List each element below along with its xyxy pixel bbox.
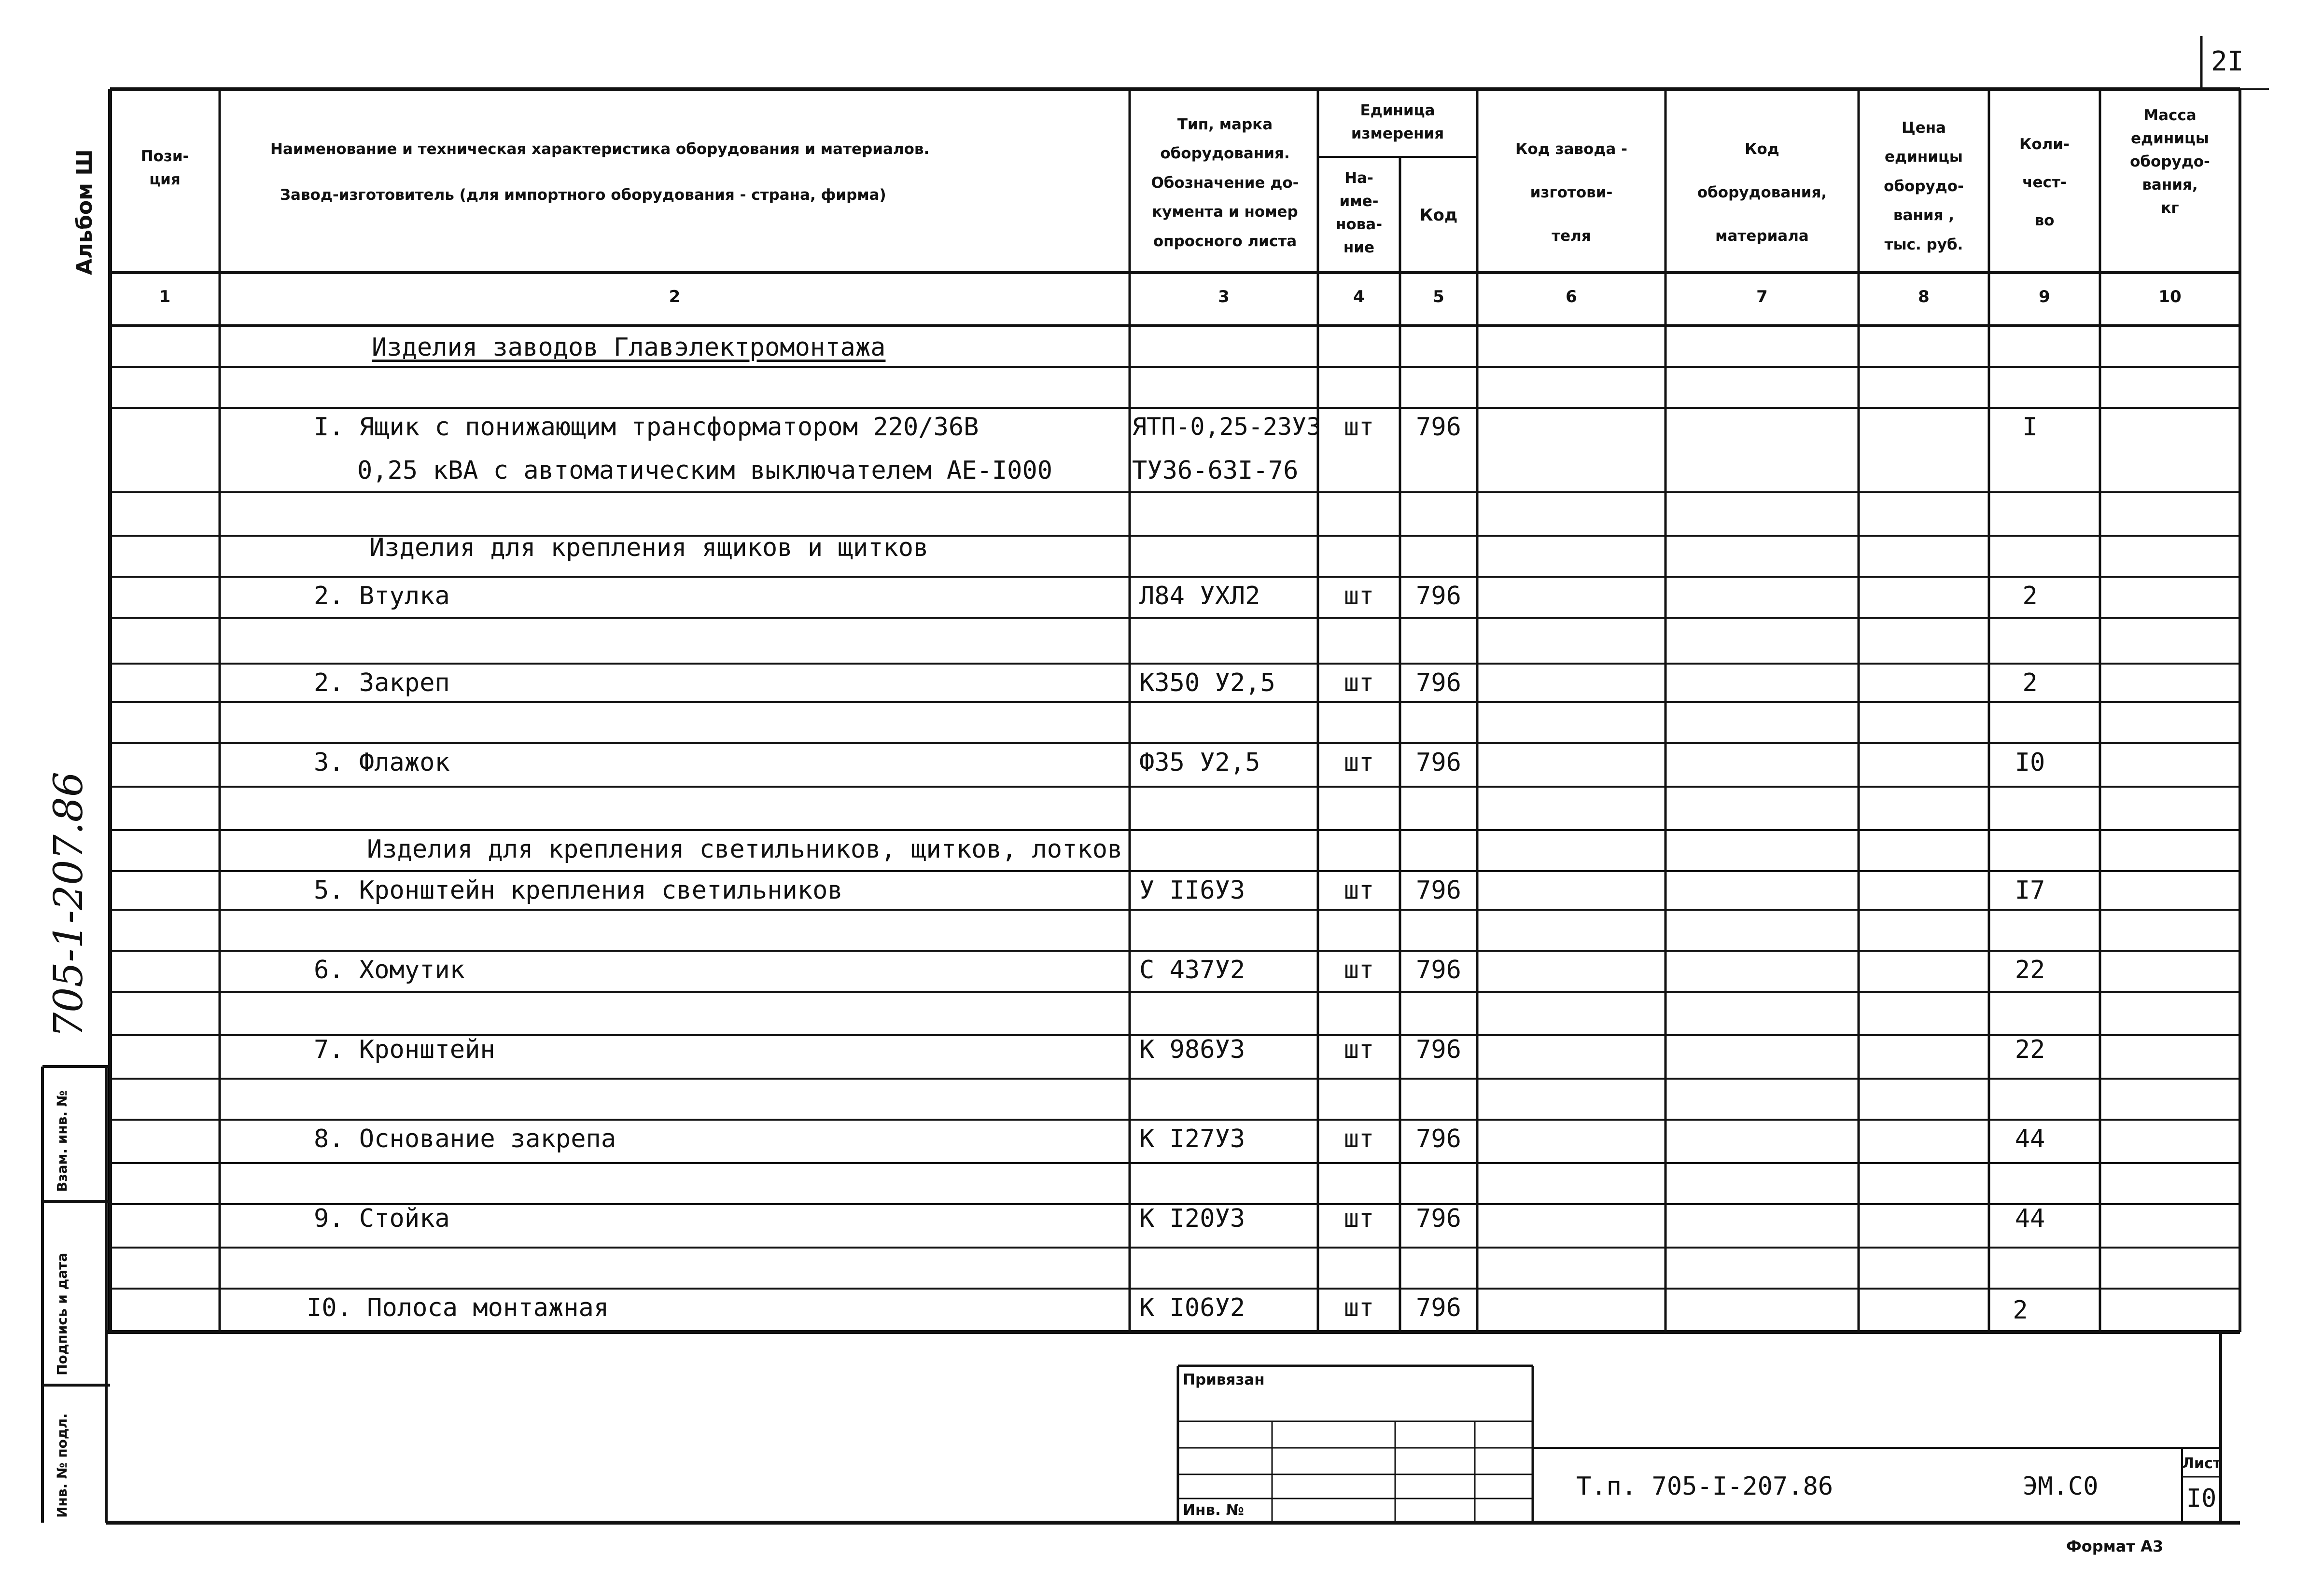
table-row-type: К I27У3 bbox=[1139, 1124, 1245, 1153]
side-stamp-vzam: Взам. инв. № bbox=[54, 1090, 70, 1192]
column-number-3: 3 bbox=[1218, 287, 1230, 306]
header-col2-line1: Наименование и техническая характеристика оборудования и материалов. bbox=[270, 140, 930, 158]
column-number-8: 8 bbox=[1918, 287, 1930, 306]
table-row-code: 796 bbox=[1416, 876, 1461, 905]
page-number: 2I bbox=[2211, 46, 2244, 77]
table-row-name: 2. Закреп bbox=[314, 668, 450, 697]
table-row-unit: шт bbox=[1343, 876, 1374, 905]
table-row-name: 8. Основание закрепа bbox=[314, 1124, 616, 1153]
table-row-unit: шт bbox=[1343, 413, 1374, 442]
table-row-code: 796 bbox=[1416, 582, 1461, 611]
table-row-qty: I bbox=[2022, 413, 2038, 442]
header-col5: Код bbox=[1419, 206, 1458, 225]
table-row-qty: 22 bbox=[2015, 956, 2045, 985]
table-row-code: 796 bbox=[1416, 668, 1461, 697]
album-label: Альбом Ш bbox=[72, 149, 97, 275]
table-row-type: Л84 УХЛ2 bbox=[1139, 582, 1260, 611]
column-number-10: 10 bbox=[2158, 287, 2182, 306]
table-row-name: I. Ящик с понижающим трансформатором 220/36В bbox=[314, 413, 979, 442]
table-row-code: 796 bbox=[1416, 413, 1461, 442]
table-row-name: 3. Флажок bbox=[314, 748, 450, 777]
table-row-type: ТУ36-63I-76 bbox=[1132, 456, 1299, 485]
header-col4: На- име- нова- ние bbox=[1335, 169, 1383, 257]
table-row-section-title: Изделия для крепления ящиков и щитков bbox=[369, 533, 929, 562]
table-row-name: 5. Кронштейн крепления светильников bbox=[314, 876, 843, 905]
table-row-type: ЯТП-0,25-23У3 bbox=[1132, 413, 1321, 441]
handwritten-code: 705-1-207.86 bbox=[46, 771, 92, 1038]
table-row-unit: шт bbox=[1343, 748, 1374, 777]
column-number-6: 6 bbox=[1566, 287, 1577, 306]
header-col6: Код завода - изготови- теля bbox=[1515, 140, 1627, 245]
table-row-qty: 22 bbox=[2015, 1035, 2045, 1064]
table-row-code: 796 bbox=[1416, 1204, 1461, 1233]
stamp-doc-code: Т.п. 705-I-207.86 bbox=[1576, 1472, 1833, 1501]
table-row-type: К 986У3 bbox=[1139, 1035, 1245, 1064]
table-row-type: К I06У2 bbox=[1139, 1293, 1245, 1322]
stamp-sheet-code: ЭМ.С0 bbox=[2023, 1472, 2099, 1501]
table-row-qty: I0 bbox=[2015, 748, 2045, 777]
table-row-name: 7. Кронштейн bbox=[314, 1035, 495, 1064]
header-col2-line2: Завод-изготовитель (для импортного оборудования - страна, фирма) bbox=[280, 186, 886, 204]
header-col45-group: Единица измерения bbox=[1351, 102, 1444, 143]
table-row-unit: шт bbox=[1343, 1293, 1374, 1322]
table-row-type: Ф35 У2,5 bbox=[1139, 748, 1260, 777]
header-col7: Код оборудования, материала bbox=[1697, 140, 1827, 245]
stamp-inv-no: Инв. № bbox=[1183, 1501, 1244, 1519]
table-row-type: К350 У2,5 bbox=[1139, 668, 1275, 697]
table-row-name: 9. Стойка bbox=[314, 1204, 450, 1233]
table-row-name: 0,25 кВА с автоматическим выключателем АЕ-I000 bbox=[357, 456, 1053, 485]
column-number-9: 9 bbox=[2039, 287, 2050, 306]
stamp-format: Формат А3 bbox=[2066, 1537, 2164, 1555]
table-row-section-title: Изделия заводов Главэлектромонтажа bbox=[372, 333, 886, 362]
header-col10: Масса единицы оборудо- вания, кг bbox=[2130, 107, 2210, 217]
stamp-list-label: Лист bbox=[2182, 1455, 2222, 1472]
header-col9: Коли- чест- во bbox=[2019, 136, 2070, 230]
side-stamp-inv-podl: Инв. № подл. bbox=[54, 1413, 70, 1518]
table-row-qty: 2 bbox=[2022, 582, 2038, 611]
table-row-unit: шт bbox=[1343, 956, 1374, 985]
column-number-2: 2 bbox=[669, 287, 681, 306]
table-row-name: I0. Полоса монтажная bbox=[307, 1293, 609, 1322]
table-row-section-title: Изделия для крепления светильников, щитков, лотков bbox=[367, 835, 1123, 864]
table-row-unit: шт bbox=[1343, 582, 1374, 611]
table-row-unit: шт bbox=[1343, 1204, 1374, 1233]
column-number-4: 4 bbox=[1353, 287, 1365, 306]
column-number-5: 5 bbox=[1433, 287, 1444, 306]
table-row-name: 6. Хомутик bbox=[314, 956, 465, 985]
table-row-unit: шт bbox=[1343, 668, 1374, 697]
table-row-code: 796 bbox=[1416, 1293, 1461, 1322]
table-row-qty: 2 bbox=[2013, 1296, 2028, 1325]
table-row-code: 796 bbox=[1416, 956, 1461, 985]
table-row-type: У II6У3 bbox=[1139, 876, 1245, 905]
header-col8: Цена единицы оборудо- вания , тыс. руб. bbox=[1884, 119, 1964, 253]
side-stamp-podpis: Подпись и дата bbox=[54, 1252, 70, 1375]
column-number-1: 1 bbox=[159, 287, 171, 306]
table-row-type: К I20У3 bbox=[1139, 1204, 1245, 1233]
table-row-type: С 437У2 bbox=[1139, 956, 1245, 985]
table-row-qty: 44 bbox=[2015, 1124, 2045, 1153]
table-row-code: 796 bbox=[1416, 748, 1461, 777]
table-row-unit: шт bbox=[1343, 1035, 1374, 1064]
header-col1: Пози- ция bbox=[140, 148, 189, 189]
stamp-list-value: I0 bbox=[2186, 1484, 2217, 1513]
table-row-qty: I7 bbox=[2015, 876, 2045, 905]
header-col3: Тип, марка оборудования. Обозначение до- кумента и номер опросного листа bbox=[1151, 116, 1299, 250]
table-row-name: 2. Втулка bbox=[314, 582, 450, 611]
table-row-code: 796 bbox=[1416, 1124, 1461, 1153]
table-row-code: 796 bbox=[1416, 1035, 1461, 1064]
table-row-qty: 44 bbox=[2015, 1204, 2045, 1233]
stamp-privyazan: Привязан bbox=[1183, 1371, 1265, 1388]
column-number-7: 7 bbox=[1756, 287, 1768, 306]
table-row-qty: 2 bbox=[2022, 668, 2038, 697]
table-row-unit: шт bbox=[1343, 1124, 1374, 1153]
